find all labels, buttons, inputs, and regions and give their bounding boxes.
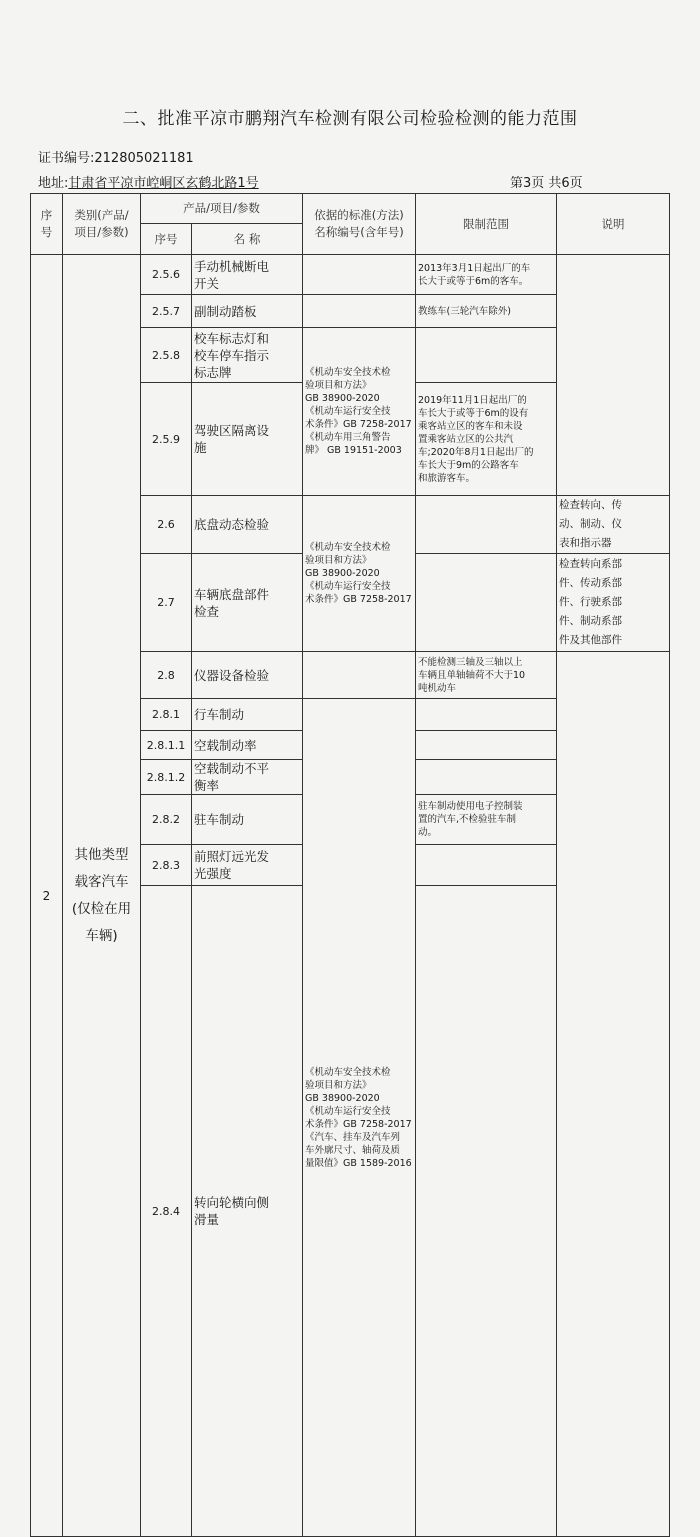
note-cell [557,652,670,1537]
item-name: 校车标志灯和 校车停车指示 标志牌 [192,328,303,383]
limit-cell: 2019年11月1日起出厂的 车长大于或等于6m的设有 乘客站立区的客车和未设 置乘客站立区的公共汽 车;2020年8月1日起出厂的 车长大于9m的公路客车 和旅游客车。 [416,383,557,496]
note-cell [557,255,670,496]
item-no: 2.8.2 [141,795,192,845]
header-row [31,194,670,224]
item-no: 2.8.4 [141,886,192,1537]
header-seq: 序 号 [31,194,63,255]
standard-cell: 《机动车安全技术检 验项目和方法》 GB 38900-2020 《机动车运行安全技 术条件》GB 7258-2017 《汽车、挂车及汽车列 车外廓尺寸、轴荷及质 量限值》GB 1589-2016 [303,699,416,1537]
certificate-number [38,147,194,166]
item-no: 2.8.1.2 [141,760,192,795]
limit-cell [416,731,557,760]
standard-cell [303,652,416,699]
standard-cell [416,886,557,1537]
seq-number: 2 [31,255,63,1537]
item-no: 2.7 [141,554,192,652]
limit-cell: 2013年3月1日起出厂的车 长大于或等于6m的客车。 [416,255,557,295]
item-name: 仪器设备检验 [192,652,303,699]
standard-cell: 《机动车安全技术检 验项目和方法》 GB 38900-2020 《机动车运行安全技 术条件》GB 7258-2017 [303,496,416,652]
item-name: 空载制动率 [192,731,303,760]
header-sub-no: 序号 [141,224,192,255]
item-name: 副制动踏板 [192,295,303,328]
header-product-group: 产品/项目/参数 [141,194,303,224]
note-cell: 检查转向、传 动、制动、仪 表和指示器 [557,496,670,554]
page-info: 第3页 共6页 [510,176,583,191]
page-title: 二、批准平凉市鹏翔汽车检测有限公司检验检测的能力范围 [122,109,578,129]
item-no: 2.8.1 [141,699,192,731]
limit-cell [416,845,557,886]
header-limit: 限制范围 [416,194,557,255]
item-name: 底盘动态检验 [192,496,303,554]
limit-cell [416,760,557,795]
limit-cell: 驻车制动使用电子控制装 置的汽车,不检验驻车制 动。 [416,795,557,845]
item-name: 驾驶区隔离设 施 [192,383,303,496]
item-name: 行车制动 [192,699,303,731]
item-name: 前照灯远光发 光强度 [192,845,303,886]
item-no: 2.8.1.1 [141,731,192,760]
header-note: 说明 [557,194,670,255]
item-name: 空载制动不平 衡率 [192,760,303,795]
table-row [31,255,670,295]
item-name: 驻车制动 [192,795,303,845]
item-name: 车辆底盘部件 检查 [192,554,303,652]
header-name: 名 称 [192,224,303,255]
cert-label: 证书编号: [38,151,95,166]
item-no: 2.5.6 [141,255,192,295]
item-no: 2.5.9 [141,383,192,496]
address [38,172,259,191]
item-no: 2.6 [141,496,192,554]
standard-cell [303,255,416,295]
item-name: 手动机械断电 开关 [192,255,303,295]
address-label: 地址: [38,176,69,191]
limit-cell [416,699,557,731]
item-no: 2.8 [141,652,192,699]
limit-cell [416,554,557,652]
category-cell: 其他类型 载客汽车 (仅检在用 车辆) [63,255,141,1537]
limit-cell [416,328,557,383]
header-standard: 依据的标准(方法) 名称编号(含年号) [303,194,416,255]
capability-table [30,193,670,1537]
header-category: 类别(产品/ 项目/参数) [63,194,141,255]
item-no: 2.8.3 [141,845,192,886]
address-value: 甘肃省平凉市崆峒区玄鹤北路1号 [68,176,259,191]
limit-cell: 不能检测三轴及三轴以上 车辆且单轴轴荷不大于10 吨机动车 [416,652,557,699]
cert-value: 212805021181 [94,151,194,166]
limit-cell [416,496,557,554]
standard-cell: 《机动车安全技术检 验项目和方法》 GB 38900-2020 《机动车运行安全技 术条件》GB 7258-2017 《机动车用三角警告 牌》 GB 19151-2003 [303,328,416,496]
limit-cell: 教练车(三轮汽车除外) [416,295,557,328]
standard-cell [303,295,416,328]
item-no: 2.5.7 [141,295,192,328]
note-cell: 检查转向系部 件、传动系部 件、行驶系部 件、制动系部 件及其他部件 [557,554,670,652]
item-name: 转向轮横向侧 滑量 [192,886,303,1537]
item-no: 2.5.8 [141,328,192,383]
